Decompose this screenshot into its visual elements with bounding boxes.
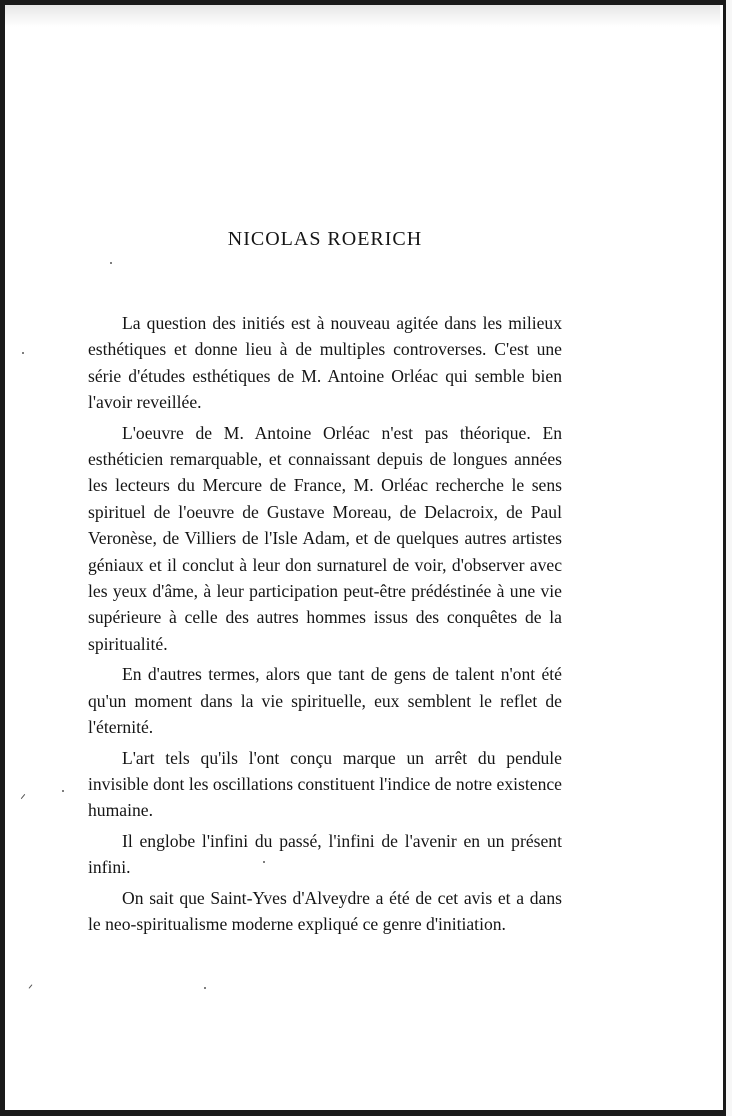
scan-right-margin <box>726 0 732 1116</box>
scan-speck <box>110 262 112 264</box>
paragraph: L'art tels qu'ils l'ont conçu marque un arrêt du pendule invisible dont les oscillations constituent l'indice de notre existence humaine. <box>88 747 562 821</box>
scan-speck <box>62 790 64 792</box>
body-text <box>88 310 562 941</box>
scan-speck <box>204 987 206 989</box>
paragraph: En d'autres termes, alors que tant de gens de talent n'ont été qu'un moment dans la vie spirituelle, eux semblent le reflet de l'éternité. <box>88 664 562 738</box>
paragraph: L'oeuvre de M. Antoine Orléac n'est pas théorique. En esthéticien remarquable, et connaissant depuis de longues années les lecteurs du Mercure de France, M. Orléac recherche le sens spirituel de l'oeuvre de Gustave Moreau, de Delacroix, de Paul Veronèse, de Villiers de l'Isle Adam, et de quelques autres artistes géniaux et il conclut à leur don surnaturel de voir, d'observer avec les yeux d'âme, à leur participation peut-être prédéstinée à une vie supérieure à celle des autres hommes issus des conquêtes de la spiritualité. <box>88 422 562 654</box>
scan-right-border <box>723 0 726 1116</box>
paragraph: On sait que Saint-Yves d'Alveydre a été de cet avis et a dans le neo-spiritualisme moderne expliqué ce genre d'initiation. <box>88 887 562 934</box>
page-title: NICOLAS ROERICH <box>227 228 423 250</box>
scan-speck <box>22 352 24 354</box>
paragraph: La question des initiés est à nouveau agitée dans les milieux esthétiques et donne lieu à de multiples controverses. C'est une série d'études esthétiques de M. Antoine Orléac qui semble bien l'avoir reveillée. <box>88 313 562 413</box>
paragraph: Il englobe l'infini du passé, l'infini de l'avenir en un présent infini. <box>88 830 562 878</box>
